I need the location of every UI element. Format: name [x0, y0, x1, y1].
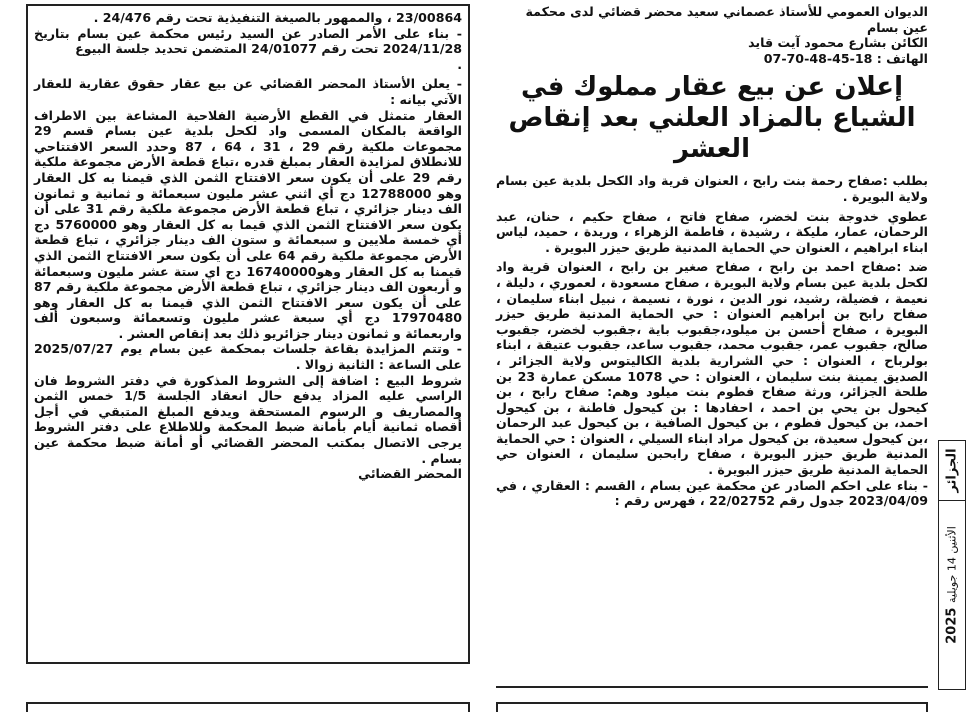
right-column-rule: [496, 686, 928, 688]
strip-date-label: الأثنين 14 جويلية: [945, 526, 959, 603]
issue-date-strip: [938, 440, 966, 690]
intro-line-3: الكائن بشارع محمود آيت قايد: [748, 35, 928, 51]
strip-year: 2025: [944, 607, 960, 644]
co-requester-paragraph: عطوي خدوجة بنت لخضر، صفاح فاتح ، صفاح حكيم ، حنان، عبد الرحمان، عمار، مليكة ، رشيدة ، فاطمة الزهراء ، وريدة ، حميد، لياس ابناء ابراهيم ، العنوان حي الحماية المدنية طريق حيزر البويرة .: [496, 208, 928, 255]
property-description-paragraph: العقار متمثل في القطع الأرضية الفلاحية المشاعة بين الاطراف الواقعة بالمكان المسمى واد لكحل بلدية عين بسام قسم 29 مجموعات ملكية رقم 29 ، 31 ، 64 ، 87 وحدد السعر الافتتاحي للانطلاق لمزايدة العقار بمبلغ قدره ،تباع قطعة الأرض مجموعة ملكية رقم 29 على أن يكون سعر الافتتاح الثمن الذي قيمنا به كل العقار وهو 12788000 دج أي اثني عشر مليون سبعمائة و ثمانية و ثمانون الف دينار جزائري ، تباع قطعة الأرض مجموعة ملكية رقم 31 على أن يكون سعر الافتتاح الثمن الذي قيما به كل العقار وهو 5760000 دج أي خمسة ملايين و سبعمائة و ستون الف دينار جزائري ، تباع قطعة الأرض مجموعة ملكية رقم 64 على أن يكون سعر الافتتاح الثمن الذي قيمنا به كل العقار وهو16740000 دج اي ستة عشر مليون وسبعمائة و أربعون الف دينار جزائري ، تباع قطعة الأرض مجموعة ملكية رقم 87 على أن يكون سعر الافتتاح الثمن الذي قيمنا به كل العقار وهو 17970480 دج أي سبعة عشر مليون وتسعمائة وسبعون ألف واربعمائة و ثمانون دينار جزائريو ذلك بعد إنقاص العشر .: [34, 107, 463, 341]
sale-conditions-paragraph: شروط البيع : اضافة إلى الشروط المذكورة في دفتر الشروط فان الراسي عليه المزاد يدفع حال انعقاد الجلسة 1/5 خمس الثمن والمصاريف و الرسوم المستحقة ويدفع المبلغ المتبقي في أجل أقصاه ثمانية أيام بأمانة ضبط المحكمة وللاطلاع على دفتر الشروط يرجى الاتصال بمكتب المحضر القضائي أو أمانة ضبط محكمة عين بسام .: [34, 372, 462, 466]
next-notice-box-right: [496, 702, 928, 712]
order-paragraph: - بناء على الأمر الصادر عن السيد رئيس محكمة عين بسام بتاريخ 2024/11/28 تحت رقم 24/01077 المتضمن تحديد جلسة البيوع: [34, 25, 462, 57]
strip-masthead: [939, 441, 965, 501]
order-paragraph-end: .: [457, 56, 462, 72]
strip-date: [945, 526, 960, 644]
notice-left-column: [26, 4, 470, 664]
requester-paragraph: بطلب :صفاح رحمة بنت رابح ، العنوان قرية واد الكحل بلدية عين بسام ولاية البويرة .: [496, 173, 928, 204]
decision-number-line: 23/00864 ، والممهور بالصيغة التنفيذية تحت رقم 24/476 .: [93, 10, 462, 25]
auction-date-paragraph: - وتتم المزايدة بقاعة جلسات بمحكمة عين بسام يوم 2025/07/27 على الساعة : الثانية زوالا .: [34, 341, 462, 373]
intro-line-1: الديوان العمومي للأستاذ عصماني سعيد محضر قضائي لدى محكمة: [525, 4, 928, 19]
defendants-paragraph: ضد :صفاح احمد بن رابح ، صفاح صغير بن رابح ، العنوان قرية واد لكحل بلدية عين بسام ولاية البويرة ، صفاح مسعودة ، لعموري ، دليلة ، نعيمة ، فضيلة، رشيد، نور الدين ، نورة ، نسيمة ، نبيل ابناء سليمان ، صفاح رابح بن ابراهيم العنوان : حي الحماية المدنية طريق حيزر البويرة ، صفاح أحسن بن ميلود،جقبوب باية ،جقبوب لخضر، جقبوب صالح، جقبوب عمر، جقبوب محمد، جقبوب ساعد، جقبوب عتيقة ، ابناء بولرباح ، العنوان : حي الشرارية بلدية الكاليتوس ولاية الجزائر ، الصديق يمينة بنت سليمان ، العنوان : حي 1078 مسكن عمارة 23 بن طلحة الجزائر، ورثة صفاح فطوم بنت ميلود وهم: صفاح رابح ، بن كيحول بن يحي بن احمد ، احفادها : بن كيحول فاطنة ، بن كيحول احمد، بن كيحول فطوم ، بن كيحول الصافية ، بن كيحول عبد الرحمان ،بن كيحول سعيدة، بن كيحول مراد ابناء السيلي ، العنوان : حي الحماية المدنية طريق حيزر البويرة ، صفاح رابحبن سليمان ، العنوان حي الحماية المدنية طريق حيزر البويرة .: [496, 259, 928, 478]
intro-phone: الهاتف : 18-45-48-70-07: [763, 50, 928, 66]
intro-line-2: عين بسام: [867, 19, 928, 35]
strip-masthead-label: الجزائر: [944, 448, 960, 493]
notice-headline: إعلان عن بيع عقار مملوك في الشياع بالمزاد العلني بعد إنقاص العشر: [508, 72, 916, 165]
notice-right-column: [496, 4, 928, 682]
next-notice-box-left: [26, 702, 470, 712]
signature-bailiff: المحضر القضائي: [358, 466, 462, 482]
judgment-paragraph: - بناء على احكم الصادر عن محكمة عين بسام ، القسم : العقاري ، في 2023/04/09 جدول رقم 22/02752 ، فهرس رقم :: [496, 477, 928, 509]
announcement-paragraph: - يعلن الأستاذ المحضر القضائي عن بيع عقار حقوق عقارية للعقار الآتي بيانه :: [34, 76, 462, 107]
